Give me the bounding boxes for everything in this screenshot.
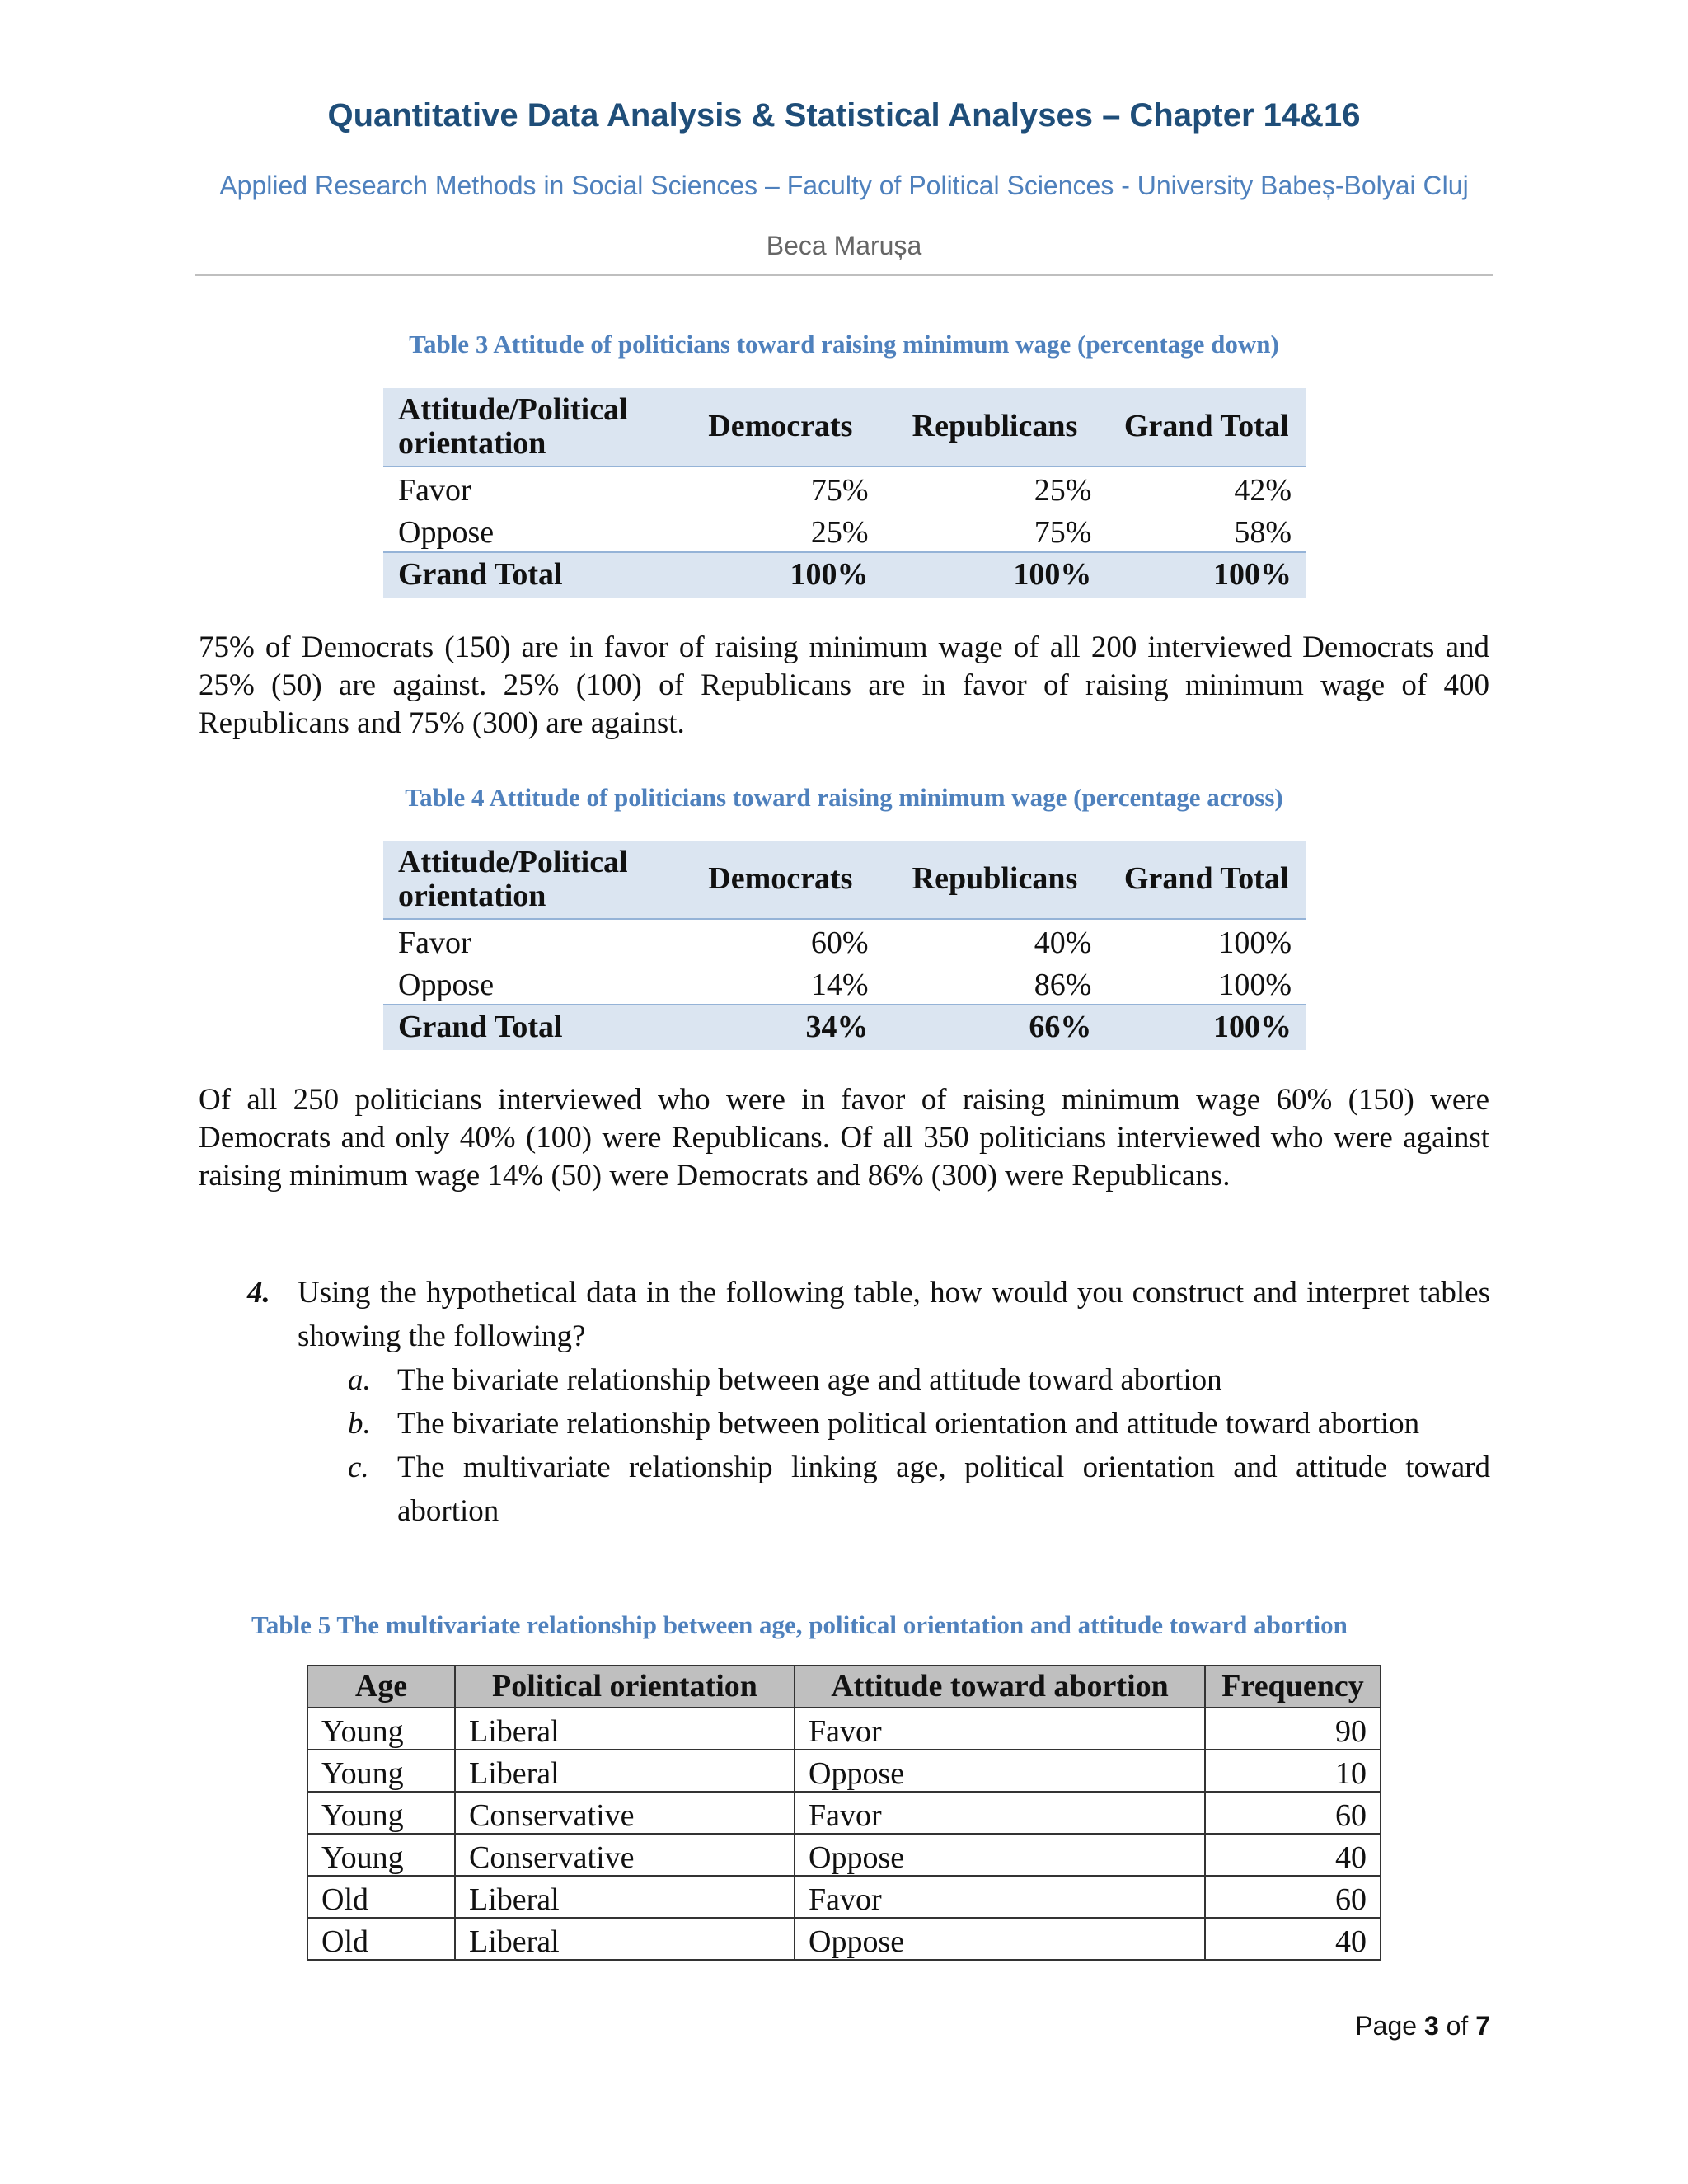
table-cell: Favor: [795, 1708, 1205, 1750]
table-cell: Young: [307, 1708, 455, 1750]
table-cell: Favor: [795, 1876, 1205, 1918]
table-row: [383, 919, 1306, 962]
table-cell: 25%: [810, 514, 869, 550]
table-cell: 34%: [678, 1005, 883, 1050]
item-label: b.: [348, 1407, 371, 1441]
table-cell: Old: [307, 1918, 455, 1960]
table-row: [307, 1708, 1381, 1750]
table-total-row: [383, 552, 1306, 598]
table-cell: 60%: [810, 925, 869, 960]
header-divider: [195, 274, 1493, 276]
table-cell: 100%: [678, 552, 883, 598]
of-word: of: [1446, 2011, 1469, 2041]
table-cell: 40%: [1034, 925, 1092, 960]
table-cell: Grand Total: [383, 552, 678, 598]
table-row: [383, 466, 1306, 509]
page-number: [1355, 2011, 1490, 2041]
column-header: Republicans: [884, 388, 1107, 466]
table-header-row: [307, 1666, 1381, 1708]
table-total-row: [383, 1005, 1306, 1050]
table-cell: Favor: [398, 925, 471, 960]
total-pages: 7: [1475, 2011, 1490, 2041]
table-row: [383, 962, 1306, 1005]
table-cell: 58%: [1234, 514, 1292, 550]
item-label: c.: [348, 1451, 369, 1484]
table-header-row: [383, 841, 1306, 919]
question-item: [348, 1446, 1490, 1533]
table-cell: 14%: [810, 967, 869, 1002]
page-word: Page: [1355, 2011, 1418, 2041]
table-cell: 25%: [1034, 472, 1092, 508]
table-cell: Old: [307, 1876, 455, 1918]
header-author: Beca Marușa: [766, 231, 922, 260]
column-header: Democrats: [678, 388, 883, 466]
header-title: Quantitative Data Analysis & Statistical Analyses – Chapter 14&16: [327, 97, 1361, 134]
table-cell: 60: [1205, 1876, 1381, 1918]
item-text: The multivariate relationship linking age, political orientation and attitude toward abortion: [397, 1451, 1490, 1528]
paragraph: 75% of Democrats (150) are in favor of raising minimum wage of all 200 interviewed Democrats and 25% (50) are against. 25% (100) of Republicans are in favor of raising minimum wage of 400 Republicans and 75% (300) are against.: [199, 630, 1489, 740]
table-cell: Conservative: [455, 1792, 795, 1834]
table-row: [383, 509, 1306, 552]
table-cell: 100%: [1106, 552, 1306, 598]
table-cell: Young: [307, 1834, 455, 1876]
table-cell: 40: [1205, 1834, 1381, 1876]
table-cell: 60: [1205, 1792, 1381, 1834]
table-cell: Liberal: [455, 1918, 795, 1960]
table-cell: Liberal: [455, 1876, 795, 1918]
table-header-row: [383, 388, 1306, 466]
column-header: Grand Total: [1106, 841, 1306, 919]
question-4: [247, 1271, 1490, 1533]
item-text: The bivariate relationship between age and attitude toward abortion: [397, 1363, 1222, 1397]
table-cell: 75%: [810, 472, 869, 508]
column-header: Political orientation: [455, 1666, 795, 1708]
table-cell: Oppose: [398, 967, 495, 1002]
table3: [383, 388, 1306, 598]
table-cell: 75%: [1034, 514, 1092, 550]
table-cell: Grand Total: [383, 1005, 678, 1050]
table-row: [307, 1918, 1381, 1960]
table5-caption: Table 5 The multivariate relationship between age, political orientation and attitude toward abortion: [251, 1610, 1348, 1639]
table-cell: Conservative: [455, 1834, 795, 1876]
paragraph: Of all 250 politicians interviewed who were in favor of raising minimum wage 60% (150) were Democrats and only 40% (100) were Republicans. Of all 350 politicians interviewed who were against raising minimum wage 14% (50) were Democrats and 86% (300) were Republicans.: [199, 1083, 1489, 1193]
table-cell: Oppose: [795, 1750, 1205, 1792]
table-cell: 40: [1205, 1918, 1381, 1960]
table-cell: Young: [307, 1792, 455, 1834]
column-header: Democrats: [678, 841, 883, 919]
table-cell: 66%: [884, 1005, 1107, 1050]
column-header: Attitude/Political orientation: [383, 388, 678, 466]
table-cell: Liberal: [455, 1708, 795, 1750]
table-cell: Favor: [795, 1792, 1205, 1834]
column-header: Frequency: [1205, 1666, 1381, 1708]
table-cell: Oppose: [398, 514, 495, 550]
table4: [383, 841, 1306, 1050]
question-item: [348, 1358, 1490, 1402]
question-item: [348, 1402, 1490, 1446]
column-header: Republicans: [884, 841, 1107, 919]
table3-caption: Table 3 Attitude of politicians toward raising minimum wage (percentage down): [409, 330, 1279, 359]
table-cell: Liberal: [455, 1750, 795, 1792]
table-cell: Favor: [398, 472, 471, 508]
header-subtitle: Applied Research Methods in Social Sciences – Faculty of Political Sciences - University Babeș-Bolyai Cluj: [219, 171, 1469, 200]
table-cell: 90: [1205, 1708, 1381, 1750]
table-row: [307, 1792, 1381, 1834]
table-row: [307, 1750, 1381, 1792]
table-cell: Oppose: [795, 1918, 1205, 1960]
table-cell: 10: [1205, 1750, 1381, 1792]
table-cell: Young: [307, 1750, 455, 1792]
column-header: Attitude/Political orientation: [383, 841, 678, 919]
column-header: Grand Total: [1106, 388, 1306, 466]
question-stem: Using the hypothetical data in the following table, how would you construct and interpret tables showing the following?: [298, 1276, 1490, 1353]
column-header: Age: [307, 1666, 455, 1708]
table-cell: 100%: [1218, 967, 1292, 1002]
table-cell: 100%: [1106, 1005, 1306, 1050]
table-row: [307, 1876, 1381, 1918]
column-header: Attitude toward abortion: [795, 1666, 1205, 1708]
table-cell: 100%: [1218, 925, 1292, 960]
table5: [307, 1665, 1381, 1961]
item-text: The bivariate relationship between political orientation and attitude toward abortion: [397, 1407, 1420, 1441]
table-cell: 42%: [1234, 472, 1292, 508]
table-cell: Oppose: [795, 1834, 1205, 1876]
item-label: a.: [348, 1363, 371, 1397]
table4-caption: Table 4 Attitude of politicians toward raising minimum wage (percentage across): [405, 783, 1283, 812]
question-number: 4.: [247, 1276, 270, 1310]
table-cell: 86%: [1034, 967, 1092, 1002]
table-cell: 100%: [884, 552, 1107, 598]
current-page: 3: [1423, 2011, 1439, 2041]
table-row: [307, 1834, 1381, 1876]
